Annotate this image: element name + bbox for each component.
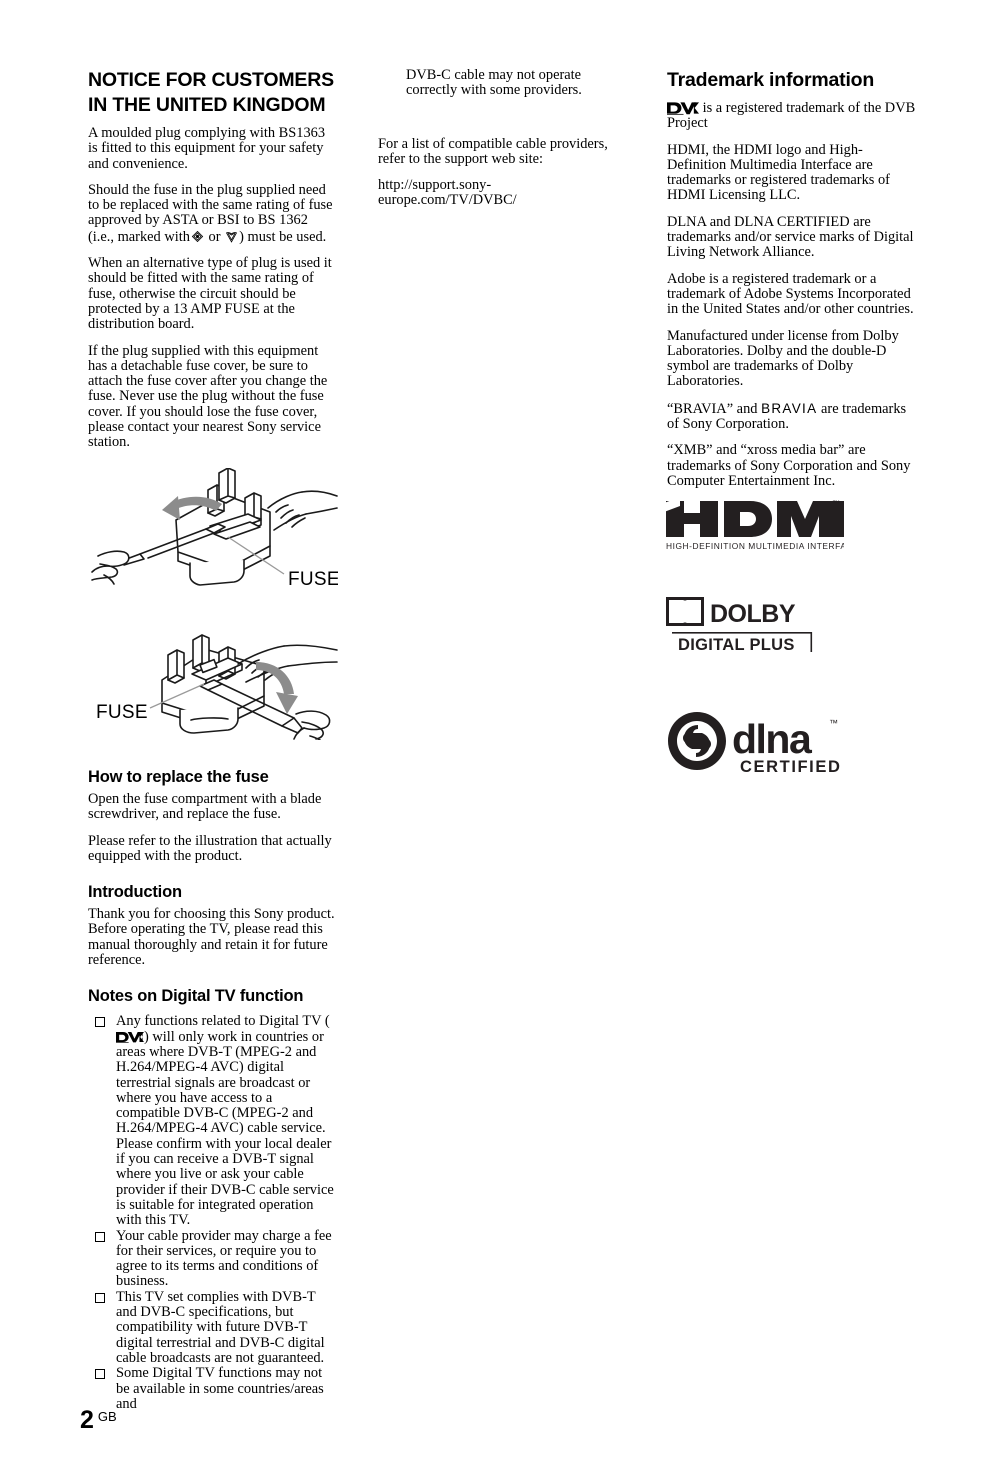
- paragraph-dvb-trademark: [667, 99, 919, 132]
- dvb-logo-icon: [116, 1031, 144, 1044]
- dlna-certified-logo: [668, 712, 844, 778]
- checkbox-bullet-icon: [95, 1293, 105, 1303]
- dolby-wordmark: DOLBY: [710, 600, 795, 628]
- bravia-logotype: BRAVIA: [761, 400, 818, 416]
- dlna-wordmark: dlna: [732, 716, 811, 762]
- paragraph-open-fuse-compartment: Open the fuse compartment with a blade screwdriver, and replace the fuse.: [88, 791, 322, 823]
- bsi-kitemark-icon: [224, 229, 239, 244]
- page-title: NOTICE FOR CUSTOMERS IN THE UNITED KINGDOM: [88, 69, 334, 116]
- paragraph-continued-dvbc-note: DVB-C cable may not operate correctly with some providers.: [406, 67, 582, 99]
- paragraph-dolby-trademark: Manufactured under license from Dolby Laboratories. Dolby and the double-D symbol are trademarks of Dolby Laboratories.: [667, 327, 899, 390]
- support-url: http://support.sony-europe.com/TV/DVBC/: [378, 177, 517, 209]
- dlna-certified-label: CERTIFIED: [740, 758, 842, 776]
- heading-trademark-information: Trademark information: [667, 69, 875, 91]
- paragraph-compatible-providers: For a list of compatible cable providers, refer to the support web site:: [378, 135, 608, 167]
- bullet-text-after-dvb: ) will only work in countries or areas where DVB-T (MPEG-2 and H.264/MPEG-4 AVC) digital terrestrial signals are broadcast or where you have access to a compatible DVB-C (MPEG-2 and H.264/MPEG-4 AVC) cable service. Please confirm with your local dealer if you can receive a DVB-T signal where you live or ask your cable provider if their DVB-C cable service is suitable for integrated operation with this TV.: [116, 1028, 334, 1229]
- paragraph-fuse-rating: [88, 183, 336, 245]
- bullet-text: Your cable provider may charge a fee for their services, or require you to agree to its terms and conditions of business.: [116, 1227, 332, 1290]
- hdmi-tm-icon: ™: [832, 499, 840, 508]
- illustration-fuse-removal-bottom: [88, 600, 338, 740]
- paragraph-moulded-plug: A moulded plug complying with BS1363 is fitted to this equipment for your safety and convenience.: [88, 125, 326, 172]
- paragraph-refer-illustration: Please refer to the illustration that actually equipped with the product.: [88, 832, 332, 864]
- paragraph-xmb-trademark: “XMB” and “xross media bar” are trademarks of Sony Corporation and Sony Computer Entertainment Inc.: [667, 442, 911, 489]
- illustration-fuse-removal-top: [88, 468, 338, 600]
- dvb-logo-icon: [667, 101, 699, 116]
- paragraph-introduction: Thank you for choosing this Sony product. Before operating the TV, please read this manual thoroughly and retain it for future reference.: [88, 906, 335, 969]
- bullet-text: Some Digital TV functions may not be available in some countries/areas and: [116, 1365, 324, 1412]
- bullet-text: This TV set complies with DVB-T and DVB-C specifications, but compatibility with future DVB-T digital terrestrial and DVB-C digital cable broadcasts are not guaranteed.: [116, 1288, 325, 1366]
- paragraph-adobe-trademark: Adobe is a registered trademark or a trademark of Adobe Systems Incorporated in the United States and/or other countries.: [667, 270, 914, 318]
- asta-approval-icon: [190, 229, 205, 244]
- fuse-rating-text-b: ) must be used.: [239, 228, 327, 245]
- checkbox-bullet-icon: [95, 1369, 105, 1379]
- bravia-text-b: are trademarks of Sony Corporation.: [667, 400, 907, 433]
- bullet-text-before-dvb: Any functions related to Digital TV (: [116, 1013, 330, 1030]
- column-middle: [378, 68, 623, 220]
- column-left-lower: [88, 765, 338, 1412]
- hdmi-tagline: HIGH-DEFINITION MULTIMEDIA INTERFACE: [666, 541, 844, 551]
- fuse-rating-text-a: Should the fuse in the plug supplied need to be replaced with the same rating of fuse approved by ASTA or BSI to BS 1362 (i.e., marked with: [88, 181, 333, 245]
- heading-introduction: Introduction: [88, 883, 182, 902]
- hdmi-logo: [664, 497, 844, 553]
- bravia-text-a: “BRAVIA” and: [667, 400, 758, 417]
- dlna-tm-icon: ™: [829, 718, 838, 728]
- heading-notes-digital-tv: Notes on Digital TV function: [88, 987, 304, 1006]
- paragraph-bravia-trademark: [667, 401, 919, 433]
- list-item: [88, 1014, 338, 1228]
- column-right: [667, 68, 919, 500]
- paragraph-alternative-plug: When an alternative type of plug is used it should be fitted with the same rating of fuse, otherwise the circuit should be protected by a 13 AMP FUSE at the distribution board.: [88, 255, 332, 333]
- paragraph-fuse-cover: If the plug supplied with this equipment has a detachable fuse cover, be sure to attach the fuse cover after you change the fuse. Never use the plug without the fuse cover. If you should lose the fuse cover, please contact your nearest Sony service station.: [88, 342, 328, 451]
- list-item: [88, 1229, 338, 1290]
- page-footer: [80, 1406, 117, 1434]
- column-left: [88, 68, 336, 462]
- page-number: 2: [80, 1406, 94, 1434]
- paragraph-dlna-trademark: DLNA and DLNA CERTIFIED are trademarks and/or service marks of Digital Living Network Alliance.: [667, 213, 914, 261]
- paragraph-hdmi-trademark: HDMI, the HDMI logo and High-Definition Multimedia Interface are trademarks or registered trademarks of HDMI Licensing LLC.: [667, 141, 890, 204]
- heading-how-to-replace-fuse: How to replace the fuse: [88, 768, 269, 786]
- checkbox-bullet-icon: [95, 1232, 105, 1242]
- dolby-digital-plus-logo: [666, 595, 818, 655]
- digital-tv-notes-list: [88, 1014, 338, 1412]
- checkbox-bullet-icon: [95, 1017, 105, 1027]
- illustration-top-fuse-label: FUSE: [288, 569, 338, 590]
- fuse-rating-or: or: [208, 228, 221, 245]
- dolby-subtitle: DIGITAL PLUS: [678, 636, 795, 654]
- dvb-trademark-text: is a registered trademark of the DVB Project: [667, 100, 916, 132]
- illustration-bottom-fuse-label: FUSE: [96, 702, 148, 723]
- list-item: [88, 1290, 338, 1366]
- page-region-code: GB: [97, 1409, 117, 1424]
- list-item: [88, 1366, 338, 1412]
